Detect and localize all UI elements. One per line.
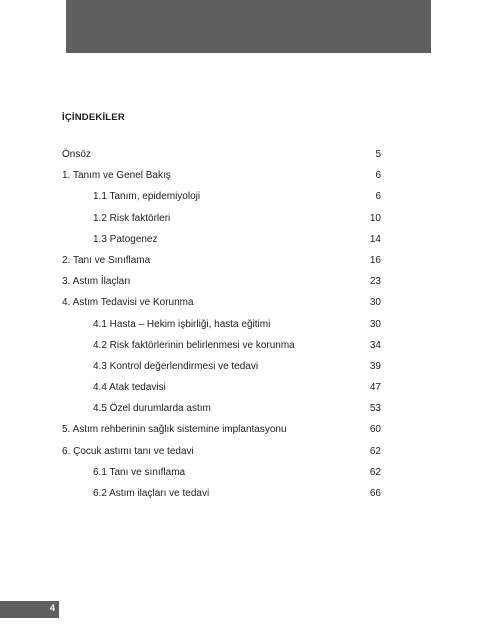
toc-entry-title: 4.5 Özel durumlarda astım xyxy=(93,403,211,415)
toc-entry-title: 4.4 Atak tedavisi xyxy=(93,382,166,394)
toc-entry-page: 6 xyxy=(375,191,381,203)
toc-entry[interactable] xyxy=(62,488,381,509)
toc-entry[interactable] xyxy=(62,467,381,488)
toc-entry[interactable] xyxy=(62,213,381,234)
toc-entry-title: 1. Tanım ve Genel Bakış xyxy=(62,170,171,182)
toc-entry[interactable] xyxy=(62,255,381,276)
toc-entry-title: 6.1 Tanı ve sınıflama xyxy=(93,466,186,478)
toc-entry-page: 53 xyxy=(369,403,381,415)
toc-entry-title: 4. Astım Tedavisi ve Korunma xyxy=(62,297,194,309)
toc-entry[interactable] xyxy=(62,191,381,212)
toc-entry-page: 66 xyxy=(369,488,381,499)
toc-entry-page: 60 xyxy=(369,424,381,436)
toc-entry-page: 47 xyxy=(369,382,381,394)
page-number: 4 xyxy=(49,603,55,614)
toc-entry[interactable] xyxy=(62,297,381,318)
toc-entry-title: 1.1 Tanım, epidemiyoloji xyxy=(93,191,201,203)
toc-entry-title: 1.2 Risk faktörleri xyxy=(93,212,171,224)
toc-entry[interactable] xyxy=(62,276,381,297)
toc-entry[interactable] xyxy=(62,446,381,467)
toc-entry[interactable] xyxy=(62,234,381,255)
toc-entry-page: 14 xyxy=(369,233,381,245)
header-band xyxy=(66,0,431,53)
toc-entry-page: 62 xyxy=(369,445,381,457)
toc-entry-page: 5 xyxy=(375,149,381,160)
toc-entry[interactable] xyxy=(62,382,381,403)
toc-entry-page: 30 xyxy=(369,297,381,309)
toc-entry-page: 30 xyxy=(369,318,381,330)
toc-entry-title: 1.3 Patogenez xyxy=(93,233,158,245)
toc-entry-page: 6 xyxy=(375,170,381,182)
toc-entry[interactable] xyxy=(62,340,381,361)
toc-entry-page: 16 xyxy=(369,254,381,266)
toc-entry-title: 4.2 Risk faktörlerinin belirlenmesi ve korunma xyxy=(93,339,295,351)
toc-entry[interactable] xyxy=(62,319,381,340)
toc-entry-title: 6. Çocuk astımı tanı ve tedavi xyxy=(62,445,194,457)
toc-entry-title: 3. Astım İlaçları xyxy=(62,276,131,288)
toc-entry-page: 23 xyxy=(369,276,381,288)
toc-entry-title: 2. Tanı ve Sınıflama xyxy=(62,254,151,266)
toc-entry-title: 4.3 Kontrol değerlendirmesi ve tedavi xyxy=(93,360,259,372)
toc-entry-page: 62 xyxy=(369,466,381,478)
page-number-tab xyxy=(0,601,59,618)
toc-entry[interactable] xyxy=(62,361,381,382)
toc-heading: İÇİNDEKİLER xyxy=(62,112,125,123)
toc-entry[interactable] xyxy=(62,149,381,170)
toc-entry-title: Önsöz xyxy=(62,149,91,160)
toc-entry-title: 5. Astım rehberinin sağlık sistemine implantasyonu xyxy=(62,424,287,436)
toc-entry-title: 6.2 Astım ilaçları ve tedavi xyxy=(93,488,210,499)
toc-entry[interactable] xyxy=(62,170,381,191)
toc-entry-title: 4.1 Hasta – Hekim işbirliği, hasta eğitimi xyxy=(93,318,271,330)
toc-list xyxy=(62,149,381,509)
toc-entry[interactable] xyxy=(62,424,381,445)
toc-entry-page: 34 xyxy=(369,339,381,351)
toc-entry-page: 10 xyxy=(369,212,381,224)
toc-entry-page: 39 xyxy=(369,360,381,372)
toc-entry[interactable] xyxy=(62,403,381,424)
